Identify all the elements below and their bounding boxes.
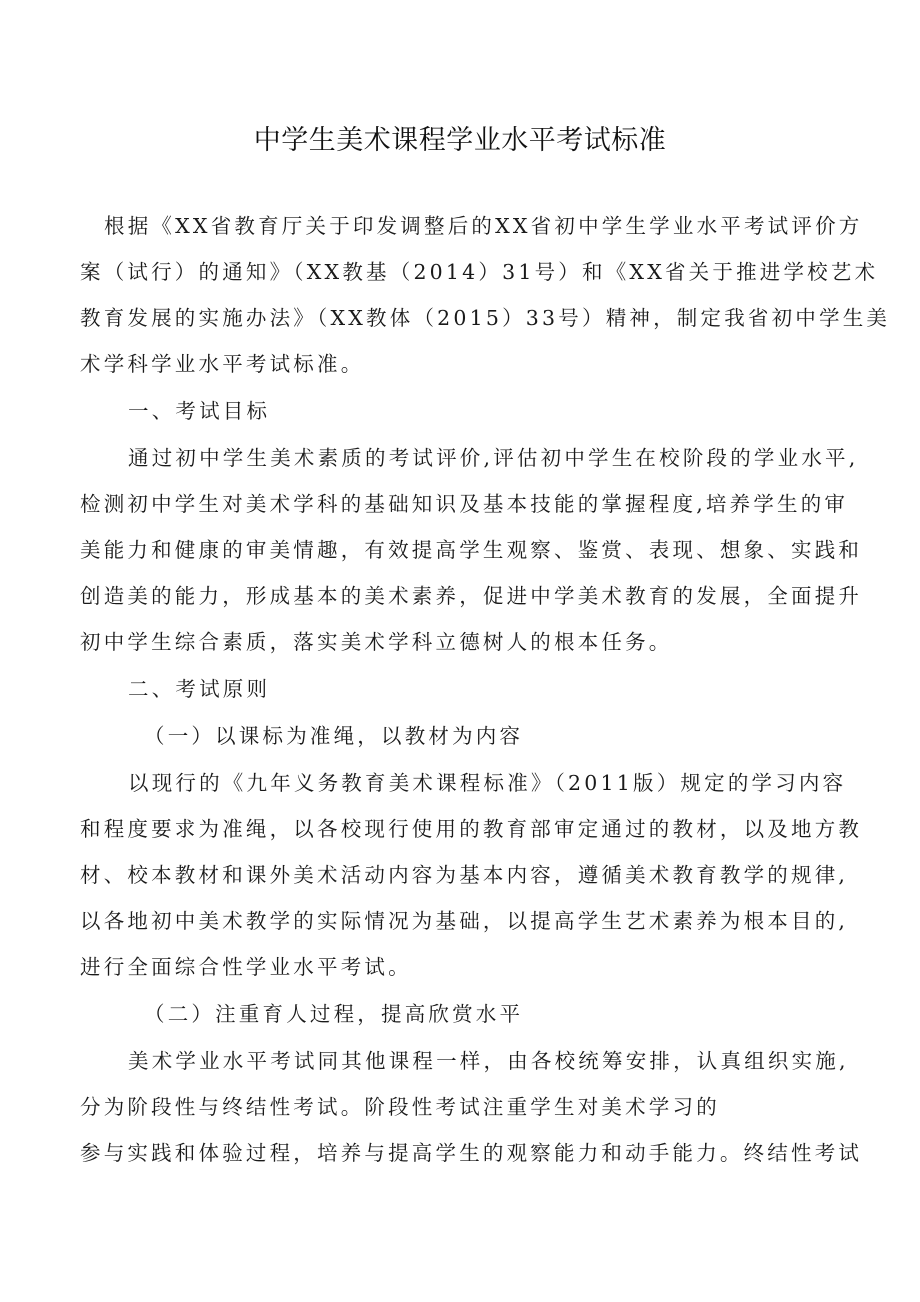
intro-line: 案（试行）的通知》（XX教基（2014）31号）和《XX省关于推进学校艺术: [80, 260, 879, 284]
section1-line: 创造美的能力，形成基本的美术素养，促进中学美术教育的发展，全面提升: [80, 584, 863, 608]
section1-line: 美能力和健康的审美情趣，有效提高学生观察、鉴赏、表现、想象、实践和: [80, 538, 863, 562]
document-title: 中学生美术课程学业水平考试标准: [253, 125, 667, 156]
section1-line: 检测初中学生对美术学科的基础知识及基本技能的掌握程度,培养学生的审: [80, 492, 849, 516]
intro-line: 根据《XX省教育厅关于印发调整后的XX省初中学生学业水平考试评价方: [104, 214, 863, 238]
sub2-line: 分为阶段性与终结性考试。阶段性考试注重学生对美术学习的: [80, 1095, 720, 1119]
subsection-heading-2: （二）注重育人过程，提高欣赏水平: [144, 1002, 524, 1026]
sub2-line: 参与实践和体验过程，培养与提高学生的观察能力和动手能力。终结性考试: [80, 1141, 863, 1165]
sub2-line: 美术学业水平考试同其他课程一样，由各校统筹安排，认真组织实施,: [128, 1049, 849, 1073]
sub1-line: 以各地初中美术教学的实际情况为基础，以提高学生艺术素养为根本目的,: [80, 909, 849, 933]
sub1-line: 材、校本教材和课外美术活动内容为基本内容，遵循美术教育教学的规律,: [80, 863, 849, 887]
section-heading-principles: 二、考试原则: [128, 677, 271, 701]
sub1-line: 和程度要求为准绳，以各校现行使用的教育部审定通过的教材，以及地方教: [80, 817, 863, 841]
section1-line: 初中学生综合素质，落实美术学科立德树人的根本任务。: [80, 630, 673, 654]
intro-line: 术学科学业水平考试标准。: [80, 352, 365, 376]
subsection-heading-1: （一）以课标为准绳，以教材为内容: [144, 724, 524, 748]
intro-line: 教育发展的实施办法》（XX教体（2015）33号）精神，制定我省初中学生美: [80, 306, 891, 330]
sub1-line: 以现行的《九年义务教育美术课程标准》（2011版）规定的学习内容: [128, 771, 847, 795]
sub1-line: 进行全面综合性学业水平考试。: [80, 955, 412, 979]
section1-line: 通过初中学生美术素质的考试评价,评估初中学生在校阶段的学业水平,: [128, 446, 859, 470]
section-heading-goals: 一、考试目标: [128, 399, 271, 423]
